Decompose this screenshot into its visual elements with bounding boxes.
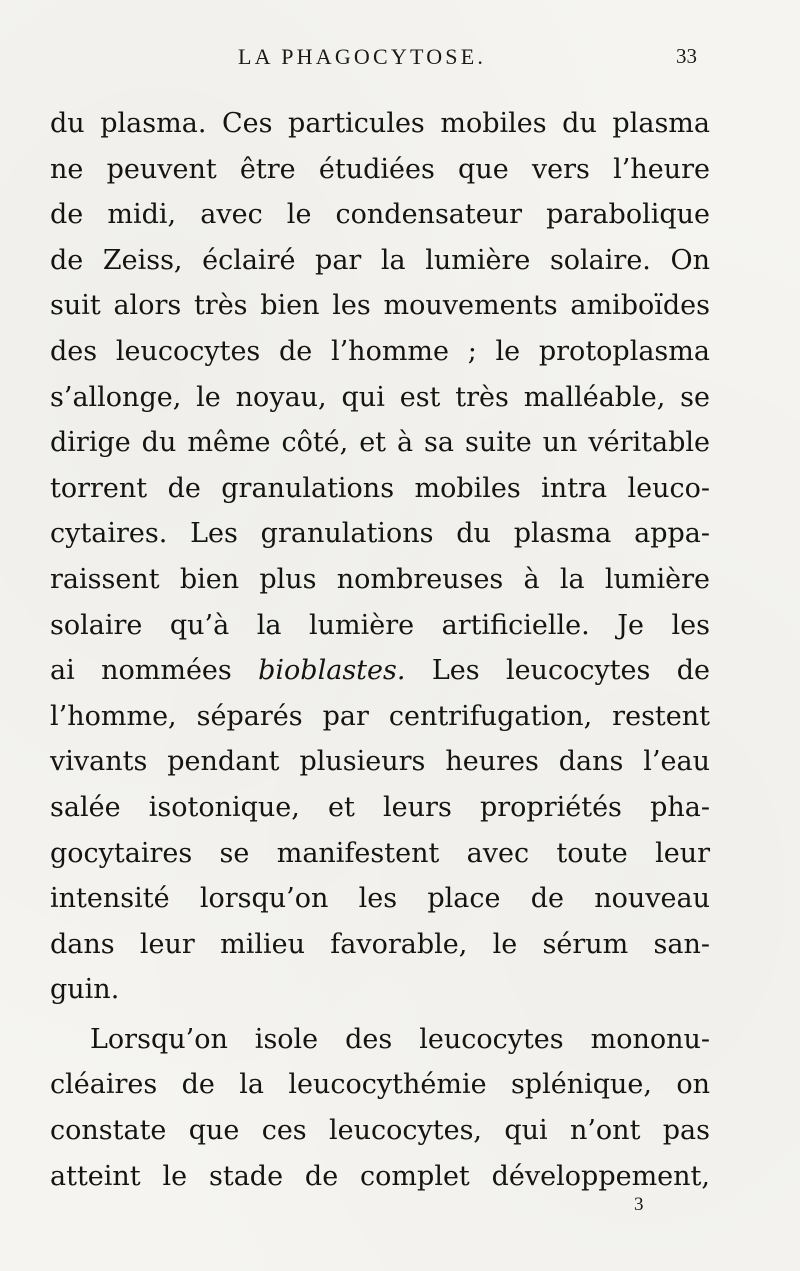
text-line: du plasma. Ces particules mobiles du plasma: [50, 108, 710, 139]
text-line: torrent de granulations mobiles intra leuco-: [50, 472, 710, 504]
text-line: gocytaires se manifestent avec toute leur: [50, 837, 710, 869]
paragraph: [50, 1017, 710, 1199]
page-number: 33: [676, 44, 697, 68]
text-line: salée isotonique, et leurs propriétés pha-: [50, 791, 710, 823]
text-line: solaire qu’à la lumière artificielle. Je les: [50, 609, 710, 641]
text-line: dirige du même côté, et à sa suite un véritable: [50, 427, 710, 459]
body-text: [50, 101, 710, 1199]
text-segment: ai nommées: [50, 655, 259, 687]
text-line: de midi, avec le condensateur parabolique: [50, 199, 710, 231]
running-head: [0, 44, 800, 74]
text-line: suit alors très bien les mouvements amiboïdes: [50, 290, 710, 322]
text-line: vivants pendant plusieurs heures dans l’eau: [50, 746, 710, 778]
text-line: intensité lorsqu’on les place de nouveau: [50, 883, 710, 915]
text-line: s’allonge, le noyau, qui est très malléable, se: [50, 381, 710, 413]
signature-mark: 3: [634, 1194, 644, 1215]
text-line: raissent bien plus nombreuses à la lumière: [50, 563, 710, 595]
paragraph: [50, 101, 710, 1013]
text-line: atteint le stade de complet développement,: [50, 1160, 710, 1192]
text-line: constate que ces leucocytes, qui n’ont pas: [50, 1115, 710, 1147]
text-line: dans leur milieu favorable, le sérum san-: [50, 928, 710, 960]
text-line: ne peuvent être étudiées que vers l’heure: [50, 153, 710, 185]
italic-term: bioblastes.: [258, 655, 406, 687]
text-line: [50, 648, 710, 694]
text-line: cytaires. Les granulations du plasma appa-: [50, 518, 710, 550]
text-segment: Les leucocytes de: [405, 655, 711, 687]
text-line: Lorsqu’on isole des leucocytes mononu-: [90, 1023, 710, 1055]
text-line: guin.: [50, 974, 120, 1006]
running-title: LA PHAGOCYTOSE.: [238, 44, 487, 69]
text-line: cléaires de la leucocythémie splénique, on: [50, 1069, 710, 1101]
text-line: l’homme, séparés par centrifugation, restent: [50, 700, 710, 732]
text-line: des leucocytes de l’homme ; le protoplasma: [50, 335, 710, 367]
text-line: de Zeiss, éclairé par la lumière solaire. On: [50, 244, 710, 276]
